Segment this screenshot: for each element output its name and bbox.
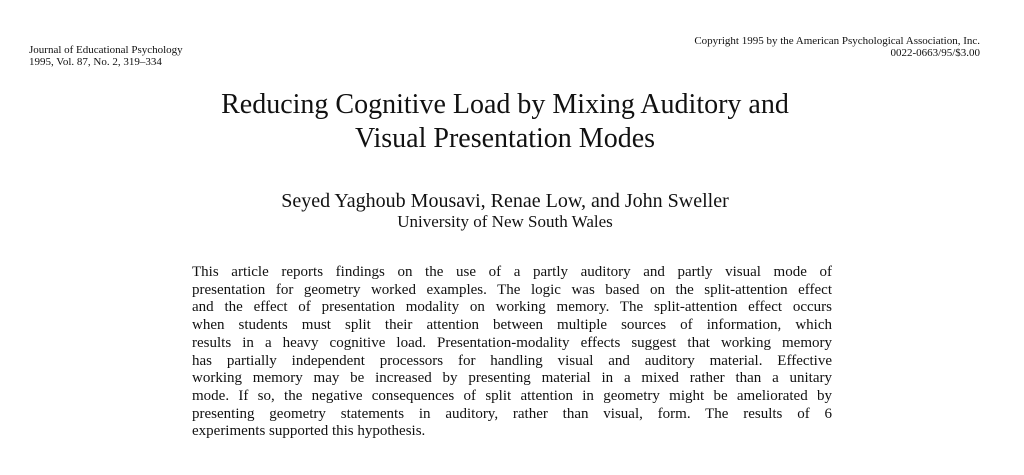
abstract-line: and the effect of presentation modality on working memory. The split-attention effect occurs [192, 299, 832, 316]
abstract-line: This article reports findings on the use of a partly auditory and partly visual mode of [192, 264, 832, 280]
abstract-line: has partially independent processors for handling visual and auditory material. Effective [192, 352, 832, 369]
article-title [0, 88, 1010, 156]
article-title-line-2: Visual Presentation Modes [354, 123, 656, 154]
abstract-line: working memory may be increased by presenting material in a mixed rather than a unitary [192, 370, 832, 387]
abstract [192, 264, 832, 441]
copyright-notice [694, 35, 980, 59]
journal-volume-pages: 1995, Vol. 87, No. 2, 319–334 [29, 56, 162, 68]
copyright-code: 0022-0663/95/$3.00 [890, 47, 980, 59]
byline [0, 190, 1010, 231]
copyright-statement: Copyright 1995 by the American Psychological Association, Inc. [694, 35, 980, 47]
abstract-line: when students must split their attention between multiple sources of information, which [192, 317, 832, 334]
abstract-line: experiments supported this hypothesis. [192, 423, 426, 440]
abstract-line: results in a heavy cognitive load. Presentation-modality effects suggest that working memory [192, 334, 832, 351]
abstract-line: mode. If so, the negative consequences of split attention in geometry might be ameliorated by [192, 387, 832, 404]
author-names: Seyed Yaghoub Mousavi, Renae Low, and John Sweller [281, 190, 729, 212]
author-affiliation: University of New South Wales [397, 212, 613, 231]
abstract-line: presenting geometry statements in auditory, rather than visual, form. The results of 6 [192, 405, 832, 422]
journal-citation [29, 44, 183, 68]
abstract-line: presentation for geometry worked examples. The logic was based on the split-attention effect [192, 281, 832, 298]
journal-name: Journal of Educational Psychology [29, 44, 183, 56]
article-title-line-1: Reducing Cognitive Load by Mixing Auditory and [221, 89, 789, 120]
